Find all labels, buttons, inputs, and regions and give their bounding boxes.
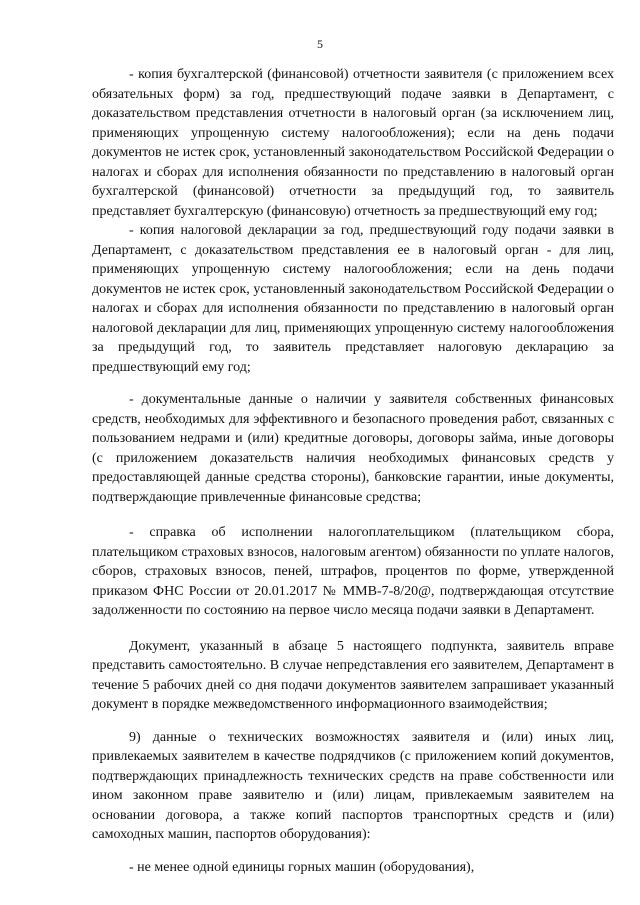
paragraph-document-submission: Документ, указанный в абзаце 5 настоящего подпункта, заявитель вправе представить самостоятельно. В случае непредставления его заявителем, Департамент в течение 5 рабочих дней со дня подачи документов заявителем запрашивает указанный документ в порядке межведомственного информационного взаимодействия;: [92, 638, 614, 712]
paragraph-tax-certificate: - справка об исполнении налогоплательщиком (плательщиком сбора, плательщиком страховых взносов, налоговым агентом) обязанности по уплате налогов, сборов, страховых взносов, пеней, штрафов, процентов по форме, утвержденной приказом ФНС России от 20.01.2017 № ММВ-7-8/20@, подтверждающая отсутствие задолженности по состоянию на первое число месяца подачи заявки в Департамент.: [92, 525, 614, 618]
paragraph-financial-means: - документальные данные о наличии у заявителя собственных финансовых средств, необходимых для эффективного и безопасного проведения работ, связанных с пользованием недрами и (или) кредитные договоры, договоры займа, иные договоры (с приложением доказательств наличия необходимых финансовых средств у предоставляющей данные средства стороны), банковские гарантии, иные документы, подтверждающие привлеченные финансовые средства;: [92, 392, 614, 505]
page-number: 5: [317, 37, 323, 51]
paragraph-mining-machines: - не менее одной единицы горных машин (оборудования),: [129, 859, 475, 875]
paragraph-tax-declaration: - копия налоговой декларации за год, предшествующий году подачи заявки в Департамент, с доказательством представления ее в налоговый орган - для лиц, применяющих упрощенную систему налогообложения; если на день подачи документов не истек срок, установленный законодательством Российской Федерации о налогах и сборах для исполнения обязанности по представлению в налоговый орган налоговой декларации для лиц, применяющих упрощенную систему налогообложения за предыдущий год, то заявитель представляет налоговую декларацию за предшествующий ему год;: [92, 223, 614, 375]
paragraph-technical-capabilities: 9) данные о технических возможностях заявителя и (или) иных лиц, привлекаемых заявителем в качестве подрядчиков (с приложением копий документов, подтверждающих принадлежность технических средств на праве собственности или ином законном праве заявителю и (или) лицам, привлекаемым заявителем на основании договора, а также копий паспортов транспортных средств и (или) самоходных машин, паспортов оборудования):: [92, 729, 614, 842]
paragraph-accounting-statements: - копия бухгалтерской (финансовой) отчетности заявителя (с приложением всех обязательных форм) за год, предшествующий подаче заявки в Департамент, с доказательством представления отчетности в налоговый орган (за исключением лиц, применяющих упрощенную систему налогообложения); если на день подачи документов не истек срок, установленный законодательством Российской Федерации о налогах и сборах для исполнения обязанности по представлению в налоговый орган бухгалтерской (финансовой) отчетности за предыдущий год, то заявитель представляет бухгалтерскую (финансовую) отчетность за предшествующий ему год;: [92, 67, 614, 219]
document-body: [92, 65, 614, 877]
